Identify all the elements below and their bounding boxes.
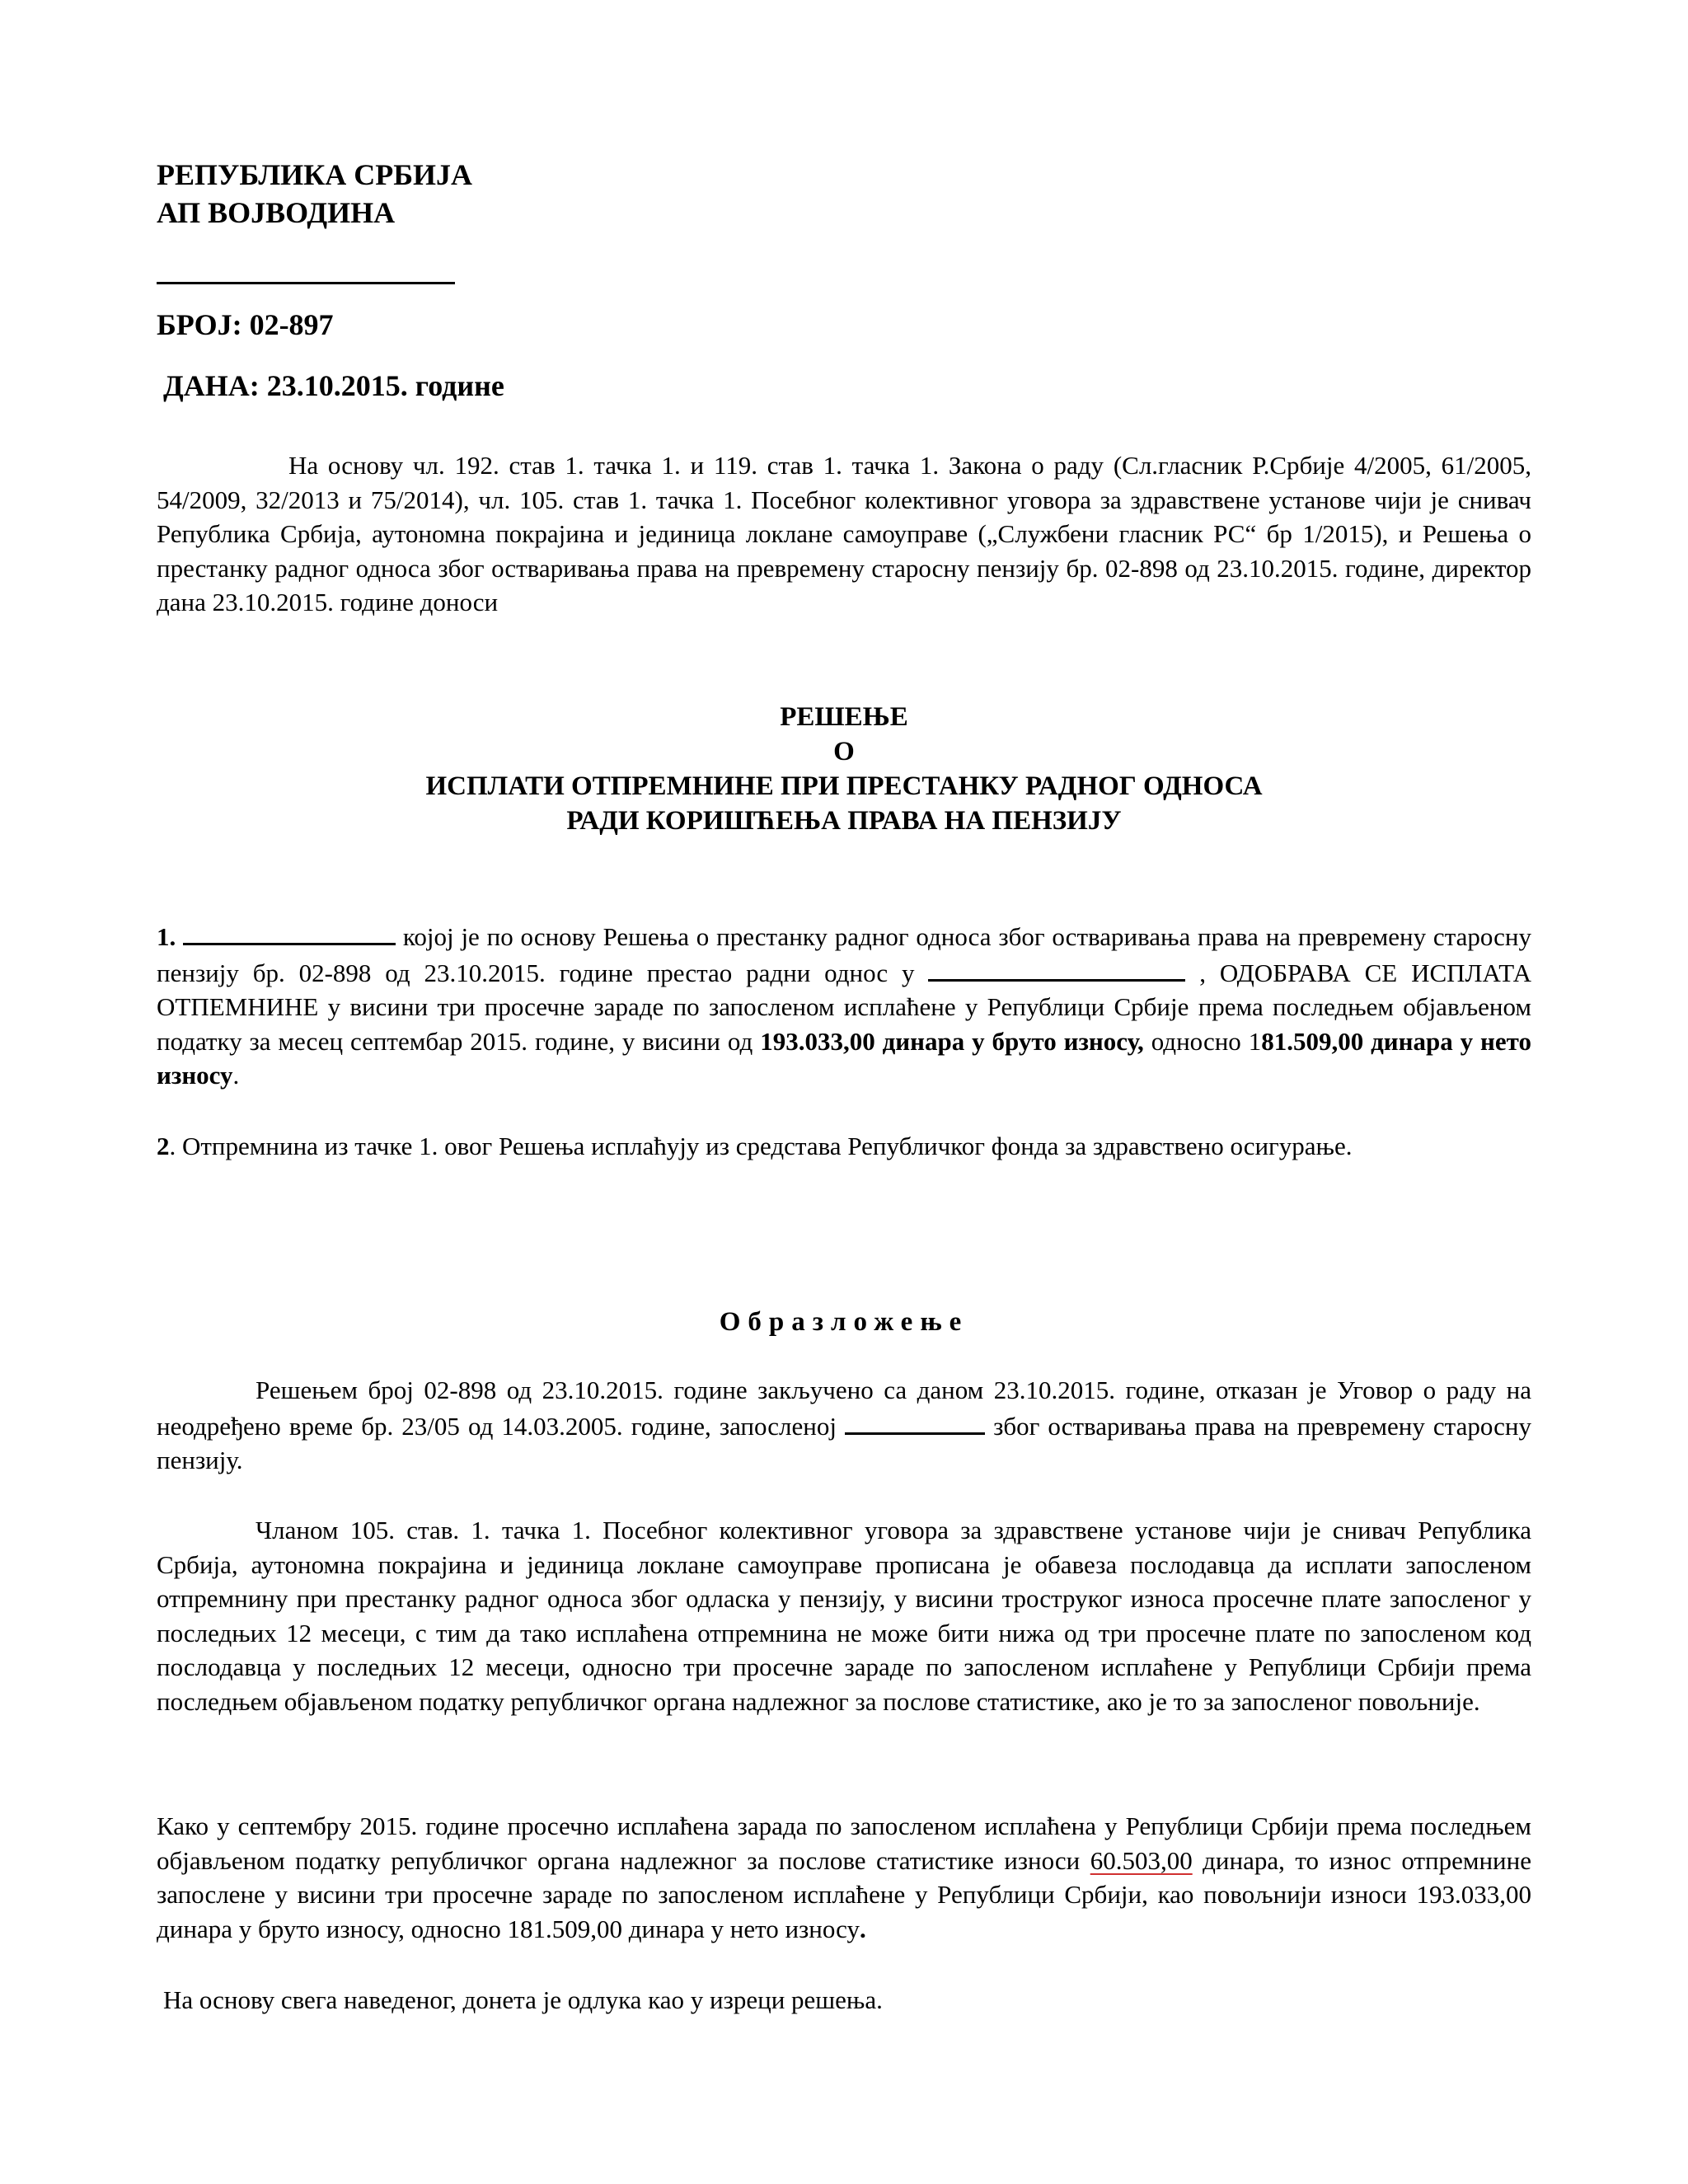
document-date: ДАНА: 23.10.2015. године — [163, 369, 504, 402]
average-salary-amount: 60.503,00 — [1090, 1845, 1193, 1875]
reasoning-p3-text-a: Како у септембру 2015. године просечно исплаћена зарада по запосленом исплаћена у Републици Србији према последњем објављеном податку републичког органа надлежног за послове статистике износи — [157, 1811, 1531, 1875]
decision-subject-line1: ИСПЛАТИ ОТПРЕМНИНЕ ПРИ ПРЕСТАНКУ РАДНОГ ОДНОСА — [425, 771, 1263, 801]
reasoning-title: Образложење — [719, 1307, 969, 1337]
decision-title: РЕШЕЊЕ — [780, 702, 908, 732]
reasoning-paragraph-2 — [157, 1513, 1531, 1718]
conclusion: На основу свега наведеног, донета је одлука као у изреци решења. — [163, 1985, 883, 2014]
header-divider — [157, 282, 455, 284]
item-2 — [157, 1129, 1531, 1164]
reasoning-paragraph-1 — [157, 1373, 1531, 1478]
reasoning-p1-text-b: због остваривања права на превремену старосну пензију. — [157, 1411, 1531, 1474]
document-number: БРОЈ: 02-897 — [157, 308, 334, 341]
reasoning-p2-text: Чланом 105. став. 1. тачка 1. Посебног колективног уговора за здравствене установе чији је снивач Република Србија, аутономна покрајина и јединица локлане самоуправе прописана је обавеза послодавца да исплати запосленом отпремнину при престанку радног односа због одласка у пензију, у висини троструког износа просечне плате запосленог у последњих 12 месеци, с тим да тако исплаћена отпремнина не може бити нижа од три просечне плате по запосленом код послодавца у последњих 12 месеци, односно три просечне зараде по запосленом исплаћене у Републици Србији према последњем објављеном податку републичког органа надлежног за послове статистике, ако је то за запосленог повољније. — [157, 1516, 1531, 1716]
decision-title-o: О — [833, 737, 855, 766]
reasoning-p1-text-a: Решењем број 02-898 од 23.10.2015. године закључено са даном 23.10.2015. године, отказан је Уговор о раду на неодређено време бр. 23/05 од 14.03.2005. године, запосленој — [157, 1376, 1531, 1441]
intro-text: На основу чл. 192. став 1. тачка 1. и 119. став 1. тачка 1. Закона о раду (Сл.гласник Р.Србије 4/2005, 61/2005, 54/2009, 32/2013 и 75/2014), чл. 105. став 1. тачка 1. Посебног колективног уговора за здравствене установе чији је снивач Република Србија, аутономна покрајина и јединица локлане самоуправе („Службени гласник РС“ бр 1/2015), и Решења о престанку радног односа због остваривања права на превремену старосну пензију бр. 02-898 од 23.10.2015. године, директор дана 23.10.2015. године доноси — [157, 451, 1531, 616]
header-province: АП ВОЈВОДИНА — [157, 196, 396, 229]
item-1-text-a: којој је по основу Решења о престанку радног односа због остваривања права на превремену старосну пензију бр. 02-898 од 23.10.2015. године престао радни однос у — [157, 922, 1531, 987]
item-1-text-c: односно 1 — [1143, 1026, 1262, 1056]
item-1-number: 1. — [157, 922, 176, 951]
reasoning-paragraph-3 — [157, 1809, 1531, 1946]
item-2-number: 2 — [157, 1132, 170, 1160]
item-1-text-d: . — [232, 1061, 240, 1090]
reasoning-p3-text-b: динара, то износ отпремнине запослене у висини три просечне зараде по запосленом исплаћене у Републици Србији, као повољнији износи 193.033,00 динара у бруто износу, односно 181.509,00 динара у нето износу — [157, 1845, 1531, 1943]
item-1 — [157, 918, 1531, 1093]
gross-amount: 193.033,00 динара у бруто износу, — [760, 1026, 1144, 1056]
place-blank — [928, 954, 1185, 982]
intro-paragraph — [157, 448, 1531, 620]
employee-blank — [845, 1408, 985, 1435]
header-republic: РЕПУБЛИКА СРБИЈА — [157, 158, 473, 191]
name-blank — [183, 918, 396, 945]
net-amount: 81.509,00 динара у нето износу — [157, 1026, 1531, 1090]
item-2-text: . Отпремнина из тачке 1. овог Решења исплаћују из средстава Републичког фонда за здравствено осигурање. — [169, 1132, 1353, 1160]
item-1-text-b: , ОДОБРАВА СЕ ИСПЛАТА ОТПЕМНИНЕ у висини три просечне зараде по запосленом исплаћене у Републици Србије према последњем објављеном податку за месец септембар 2015. године, у висини од — [157, 958, 1531, 1056]
decision-subject-line2: РАДИ КОРИШЋЕЊА ПРАВА НА ПЕНЗИЈУ — [566, 806, 1122, 836]
reasoning-p3-end: . — [860, 1914, 866, 1943]
